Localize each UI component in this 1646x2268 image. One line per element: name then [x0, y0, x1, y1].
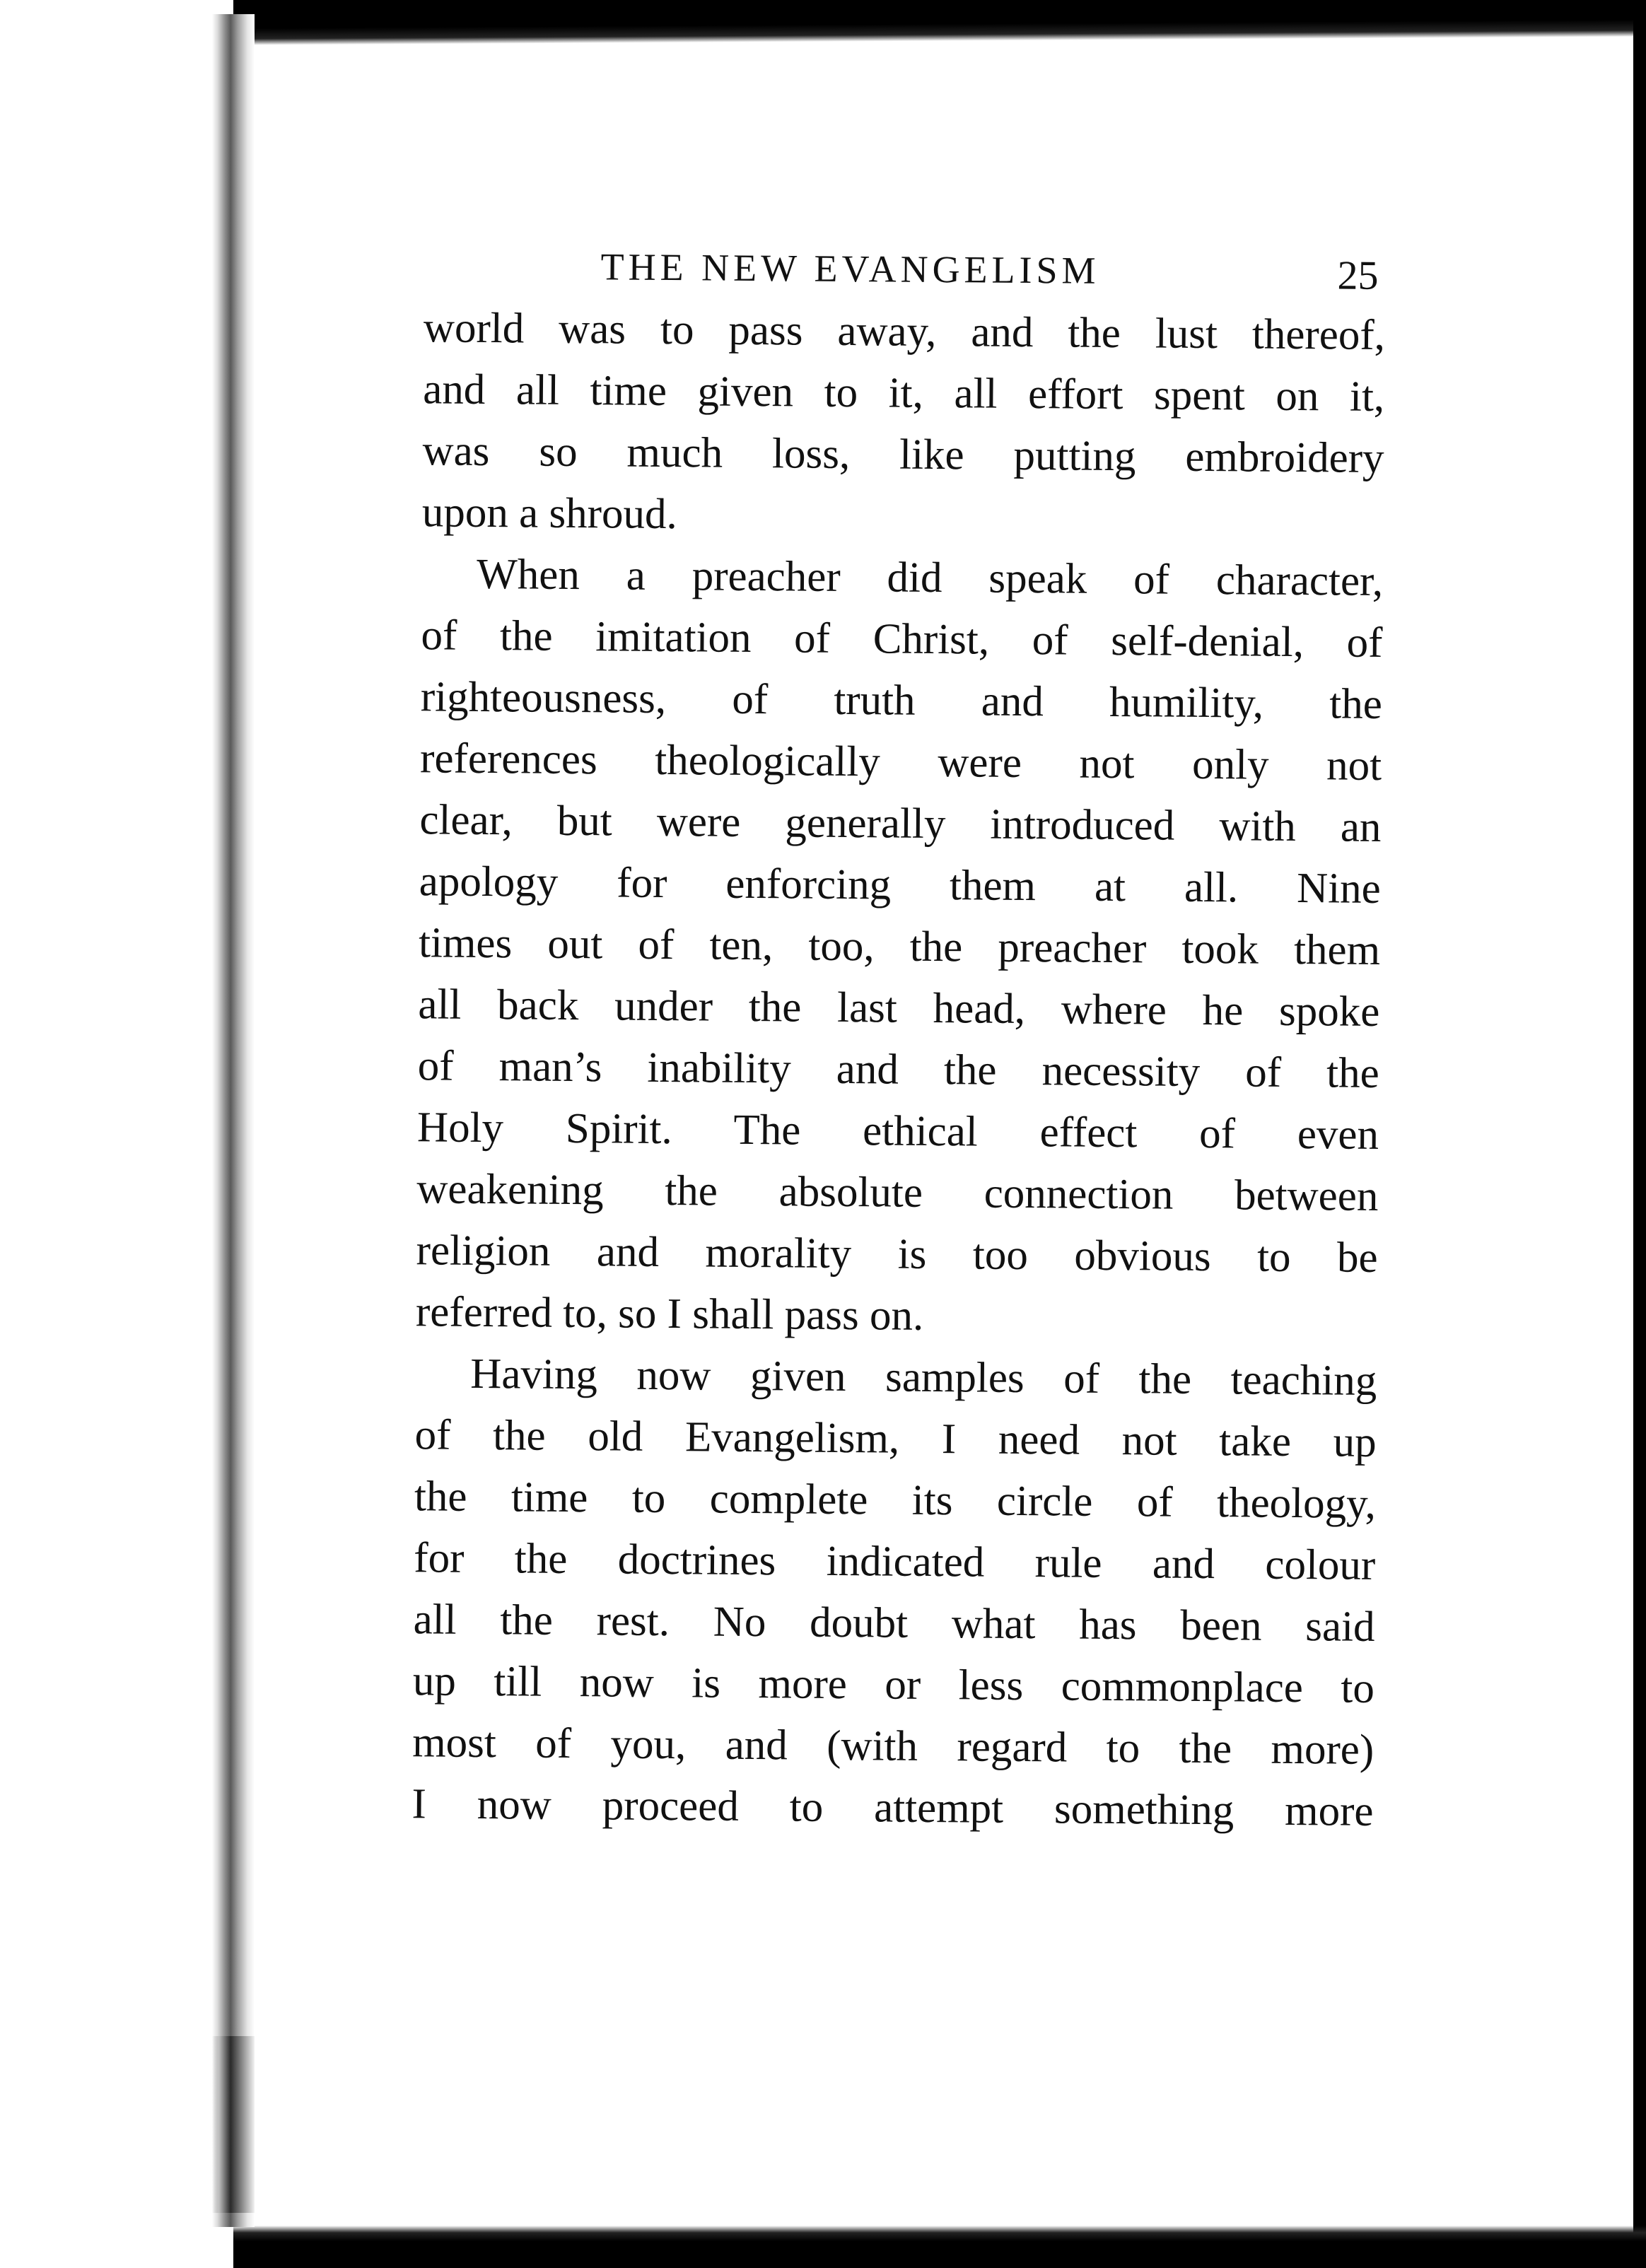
scanner-edge-right	[1633, 0, 1646, 2268]
book-page	[383, 233, 1386, 1842]
running-header	[395, 233, 1386, 305]
text-line: religion and morality is too obvious to be	[416, 1227, 1378, 1282]
text-line: and all time given to it, all effort spent on it,	[423, 366, 1385, 421]
book-gutter-shadow-lower	[212, 2036, 255, 2213]
text-line: righteousness, of truth and humility, the	[420, 673, 1383, 728]
text-line: weakening the absolute connection between	[416, 1165, 1379, 1220]
text-line: apology for enforcing them at all. Nine	[419, 858, 1382, 913]
paragraph-1	[422, 297, 1386, 551]
text-line: When a preacher did speak of character,	[476, 550, 1384, 605]
text-line: most of you, and (with regard to the more)	[412, 1719, 1374, 1774]
page-number: 25	[1337, 252, 1379, 298]
text-line: Having now given samples of the teaching	[470, 1350, 1377, 1405]
text-line: I now proceed to attempt something more	[412, 1780, 1374, 1835]
book-gutter-shadow	[212, 14, 255, 2227]
text-line: times out of ten, too, the preacher took them	[418, 919, 1381, 974]
paragraph-3	[412, 1343, 1377, 1842]
paragraph-2	[416, 543, 1384, 1350]
text-line: clear, but were generally introduced with an	[419, 796, 1382, 851]
text-line: world was to pass away, and the lust thereof,	[423, 304, 1386, 359]
text-line: was so much loss, like putting embroidery	[422, 427, 1384, 482]
text-line: Holy Spirit. The ethical effect of even	[416, 1104, 1379, 1159]
scanner-edge-bottom	[233, 2226, 1646, 2268]
text-line: the time to complete its circle of theology,	[414, 1473, 1377, 1528]
text-line: of the imitation of Christ, of self-denial, of	[421, 612, 1383, 667]
text-line: for the doctrines indicated rule and colour	[414, 1534, 1376, 1589]
text-line: of man’s inability and the necessity of the	[417, 1042, 1379, 1097]
text-line: all back under the last head, where he spoke	[418, 981, 1380, 1036]
text-line: upon a shroud.	[421, 489, 678, 539]
text-line: referred to, so I shall pass on.	[415, 1288, 924, 1340]
scanner-edge-top	[233, 0, 1646, 45]
text-line: of the old Evangelism, I need not take up	[414, 1411, 1377, 1466]
text-line: references theologically were not only not	[419, 735, 1382, 790]
body-text	[412, 297, 1385, 1842]
text-line: up till now is more or less commonplace to	[412, 1657, 1375, 1712]
text-line: all the rest. No doubt what has been said	[413, 1596, 1375, 1651]
running-title: THE NEW EVANGELISM	[600, 245, 1100, 292]
